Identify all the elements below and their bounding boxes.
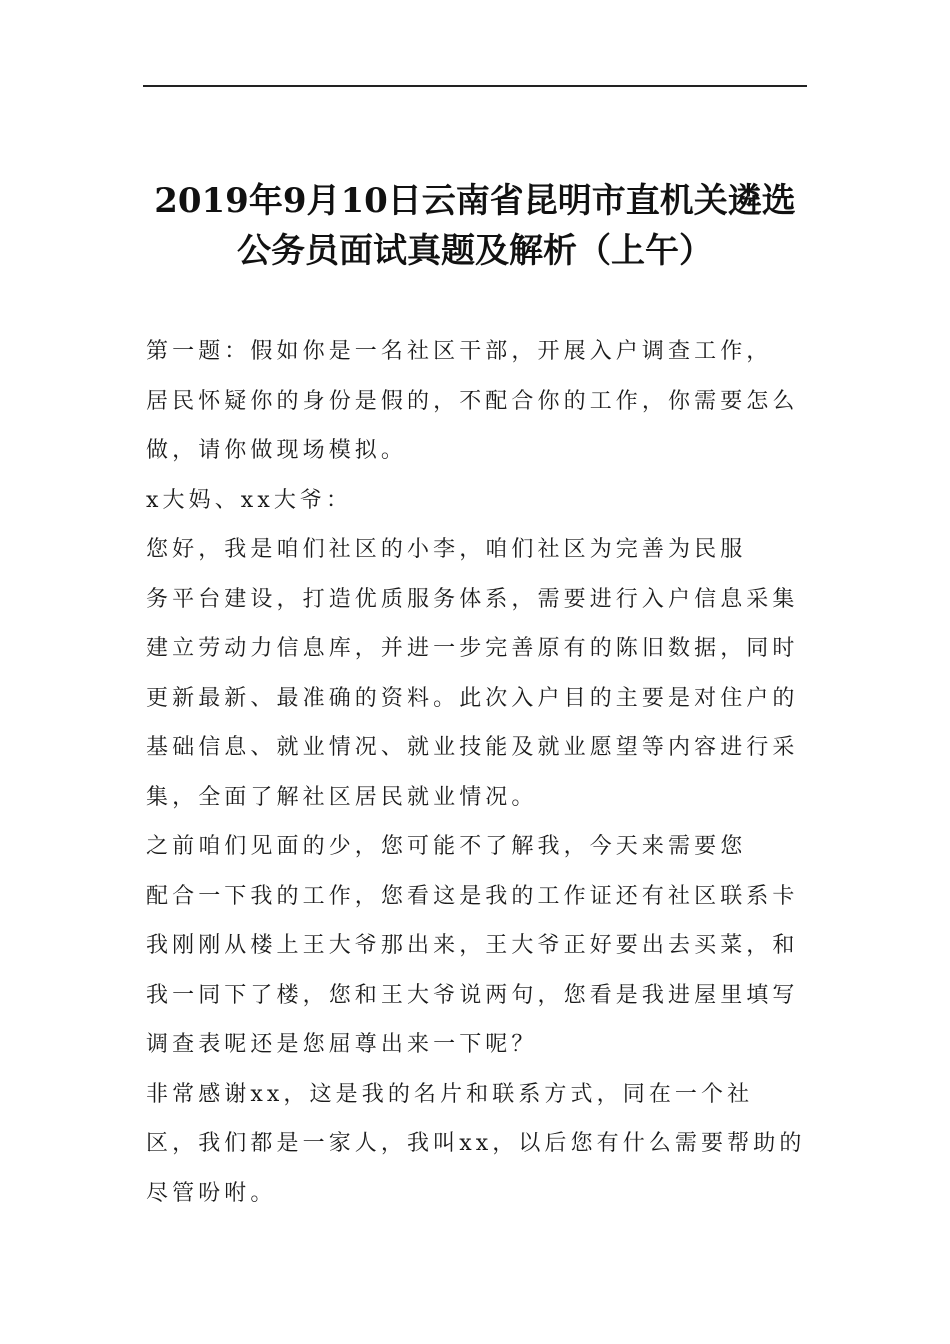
text-line: 务平台建设，打造优质服务体系，需要进行入户信息采集 <box>146 586 799 612</box>
text-line: 配合一下我的工作，您看这是我的工作证还有社区联系卡 <box>146 883 799 909</box>
text-line: 建立劳动力信息库，并进一步完善原有的陈旧数据，同时 <box>146 636 799 661</box>
text-line: 居民怀疑你的身份是假的，不配合你的工作，你需要怎么 <box>146 388 799 414</box>
paragraph-closing <box>146 1070 806 1219</box>
text-line: 调查表呢还是您屈尊出来一下呢？ <box>146 1032 538 1057</box>
document-title <box>120 176 830 276</box>
text-line: 我刚刚从楼上王大爷那出来，王大爷正好要出去买菜，和 <box>146 933 799 958</box>
document-body <box>146 327 806 1218</box>
title-line-2: 公务员面试真题及解析（上午） <box>237 231 713 271</box>
paragraph-salutation <box>146 476 806 526</box>
paragraph-question <box>146 327 806 476</box>
text-line: 您好，我是咱们社区的小李，咱们社区为完善为民服 <box>146 537 747 562</box>
text-line: 第一题：假如你是一名社区干部，开展入户调查工作， <box>146 339 773 364</box>
header-rule <box>143 85 807 87</box>
paragraph-greeting <box>146 525 806 822</box>
text-line: 区，我们都是一家人，我叫xx，以后您有什么需要帮助的 <box>146 1131 806 1156</box>
text-line: 非常感谢xx，这是我的名片和联系方式，同在一个社 <box>146 1081 754 1107</box>
text-line: 集，全面了解社区居民就业情况。 <box>146 784 538 810</box>
text-line: x大妈、xx大爷： <box>146 487 353 513</box>
text-line: 我一同下了楼，您和王大爷说两句，您看是我进屋里填写 <box>146 982 799 1008</box>
text-line: 尽管吩咐。 <box>146 1180 277 1206</box>
text-line: 之前咱们见面的少，您可能不了解我，今天来需要您 <box>146 834 747 859</box>
title-line-1: 2019年9月10日云南省昆明市直机关遴选 <box>154 181 796 221</box>
text-line: 做，请你做现场模拟。 <box>146 438 408 463</box>
text-line: 基础信息、就业情况、就业技能及就业愿望等内容进行采 <box>146 735 799 760</box>
paragraph-explanation <box>146 822 806 1070</box>
text-line: 更新最新、最准确的资料。此次入户目的主要是对住户的 <box>146 685 799 711</box>
